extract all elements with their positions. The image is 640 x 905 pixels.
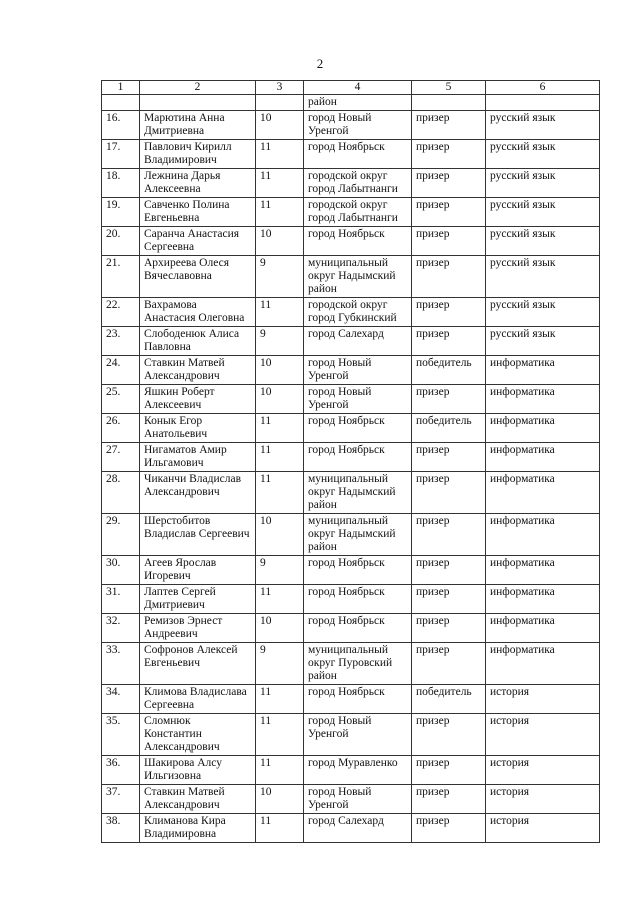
- grade-cell: 10: [256, 614, 304, 643]
- grade-cell: 11: [256, 472, 304, 514]
- grade-cell: 10: [256, 111, 304, 140]
- grade-cell: 10: [256, 514, 304, 556]
- participant-name-cell: Ставкин Матвей Александрович: [140, 356, 256, 385]
- subject-cell: русский язык: [486, 111, 600, 140]
- table-row: [102, 472, 600, 514]
- column-header: 2: [140, 81, 256, 95]
- grade-cell: 11: [256, 814, 304, 843]
- row-number-cell: 23.: [102, 327, 140, 356]
- subject-cell: информатика: [486, 585, 600, 614]
- municipality-cell: город Новый Уренгой: [304, 385, 412, 414]
- grade-cell: 11: [256, 585, 304, 614]
- subject-cell: информатика: [486, 614, 600, 643]
- subject-cell: русский язык: [486, 298, 600, 327]
- table-row: [102, 585, 600, 614]
- municipality-cell: город Новый Уренгой: [304, 356, 412, 385]
- grade-cell: 11: [256, 756, 304, 785]
- subject-cell: история: [486, 714, 600, 756]
- subject-cell: русский язык: [486, 169, 600, 198]
- grade-cell: 11: [256, 685, 304, 714]
- subject-cell: информатика: [486, 443, 600, 472]
- municipality-cell: район: [304, 95, 412, 111]
- participant-name-cell: Климанова Кира Владимировна: [140, 814, 256, 843]
- table-row: [102, 414, 600, 443]
- result-status-cell: призер: [412, 472, 486, 514]
- participant-name-cell: Павлович Кирилл Владимирович: [140, 140, 256, 169]
- subject-cell: информатика: [486, 385, 600, 414]
- table-row: [102, 356, 600, 385]
- table-row: [102, 140, 600, 169]
- table-row: [102, 756, 600, 785]
- participant-name-cell: Софронов Алексей Евгеньевич: [140, 643, 256, 685]
- row-number-cell: 33.: [102, 643, 140, 685]
- row-number-cell: 27.: [102, 443, 140, 472]
- row-number-cell: 36.: [102, 756, 140, 785]
- municipality-cell: город Ноябрьск: [304, 414, 412, 443]
- table-row: [102, 643, 600, 685]
- table-row: [102, 198, 600, 227]
- table-row: [102, 385, 600, 414]
- result-status-cell: победитель: [412, 414, 486, 443]
- participant-name-cell: Лежнина Дарья Алексеевна: [140, 169, 256, 198]
- grade-cell: 9: [256, 643, 304, 685]
- row-number-cell: [102, 95, 140, 111]
- page-number: 2: [316, 56, 324, 71]
- participant-name-cell: Чиканчи Владислав Александрович: [140, 472, 256, 514]
- row-number-cell: 16.: [102, 111, 140, 140]
- participant-name-cell: Саранча Анастасия Сергеевна: [140, 227, 256, 256]
- table-row: [102, 327, 600, 356]
- result-status-cell: призер: [412, 385, 486, 414]
- result-status-cell: [412, 95, 486, 111]
- table-row: [102, 785, 600, 814]
- result-status-cell: победитель: [412, 356, 486, 385]
- row-number-cell: 31.: [102, 585, 140, 614]
- row-number-cell: 28.: [102, 472, 140, 514]
- grade-cell: 9: [256, 256, 304, 298]
- municipality-cell: город Ноябрьск: [304, 585, 412, 614]
- participant-name-cell: Яшкин Роберт Алексеевич: [140, 385, 256, 414]
- subject-cell: [486, 95, 600, 111]
- municipality-cell: город Салехард: [304, 327, 412, 356]
- table-row: [102, 256, 600, 298]
- row-number-cell: 30.: [102, 556, 140, 585]
- table-row: [102, 514, 600, 556]
- row-number-cell: 35.: [102, 714, 140, 756]
- row-number-cell: 17.: [102, 140, 140, 169]
- result-status-cell: призер: [412, 227, 486, 256]
- subject-cell: информатика: [486, 472, 600, 514]
- column-header: 3: [256, 81, 304, 95]
- subject-cell: русский язык: [486, 227, 600, 256]
- grade-cell: 10: [256, 227, 304, 256]
- subject-cell: история: [486, 785, 600, 814]
- municipality-cell: муниципальный округ Пуровский район: [304, 643, 412, 685]
- subject-cell: русский язык: [486, 198, 600, 227]
- municipality-cell: город Салехард: [304, 814, 412, 843]
- subject-cell: русский язык: [486, 256, 600, 298]
- municipality-cell: город Ноябрьск: [304, 227, 412, 256]
- participant-name-cell: Нигаматов Амир Ильгамович: [140, 443, 256, 472]
- grade-cell: [256, 95, 304, 111]
- result-status-cell: призер: [412, 643, 486, 685]
- grade-cell: 10: [256, 385, 304, 414]
- result-status-cell: призер: [412, 556, 486, 585]
- result-status-cell: призер: [412, 256, 486, 298]
- participant-name-cell: Агеев Ярослав Игоревич: [140, 556, 256, 585]
- row-number-cell: 20.: [102, 227, 140, 256]
- subject-cell: русский язык: [486, 140, 600, 169]
- row-number-cell: 24.: [102, 356, 140, 385]
- table-row: [102, 714, 600, 756]
- municipality-cell: город Новый Уренгой: [304, 714, 412, 756]
- table-row: [102, 111, 600, 140]
- row-number-cell: 32.: [102, 614, 140, 643]
- row-number-cell: 21.: [102, 256, 140, 298]
- participant-name-cell: [140, 95, 256, 111]
- row-number-cell: 26.: [102, 414, 140, 443]
- table-body: [102, 95, 600, 843]
- municipality-cell: муниципальный округ Надымский район: [304, 256, 412, 298]
- subject-cell: информатика: [486, 414, 600, 443]
- participant-name-cell: Ставкин Матвей Александрович: [140, 785, 256, 814]
- table-header-row: [102, 81, 600, 95]
- municipality-cell: город Ноябрьск: [304, 140, 412, 169]
- participants-table: [101, 80, 600, 843]
- result-status-cell: победитель: [412, 685, 486, 714]
- result-status-cell: призер: [412, 514, 486, 556]
- participant-name-cell: Сломнюк Константин Александрович: [140, 714, 256, 756]
- grade-cell: 11: [256, 414, 304, 443]
- row-number-cell: 34.: [102, 685, 140, 714]
- subject-cell: информатика: [486, 514, 600, 556]
- municipality-cell: городской округ город Лабытнанги: [304, 198, 412, 227]
- grade-cell: 11: [256, 140, 304, 169]
- municipality-cell: город Ноябрьск: [304, 614, 412, 643]
- participant-name-cell: Шакирова Алсу Ильгизовна: [140, 756, 256, 785]
- municipality-cell: муниципальный округ Надымский район: [304, 514, 412, 556]
- table-row: [102, 556, 600, 585]
- participant-name-cell: Вахрамова Анастасия Олеговна: [140, 298, 256, 327]
- table-row: [102, 685, 600, 714]
- row-number-cell: 29.: [102, 514, 140, 556]
- municipality-cell: город Муравленко: [304, 756, 412, 785]
- subject-cell: информатика: [486, 356, 600, 385]
- grade-cell: 11: [256, 169, 304, 198]
- municipality-cell: городской округ город Лабытнанги: [304, 169, 412, 198]
- column-header: 1: [102, 81, 140, 95]
- participant-name-cell: Климова Владислава Сергеевна: [140, 685, 256, 714]
- table-row: [102, 814, 600, 843]
- participant-name-cell: Архиреева Олеся Вячеславовна: [140, 256, 256, 298]
- result-status-cell: призер: [412, 298, 486, 327]
- municipality-cell: город Ноябрьск: [304, 685, 412, 714]
- grade-cell: 11: [256, 198, 304, 227]
- grade-cell: 11: [256, 714, 304, 756]
- result-status-cell: призер: [412, 140, 486, 169]
- participant-name-cell: Слободенюк Алиса Павловна: [140, 327, 256, 356]
- municipality-cell: город Новый Уренгой: [304, 111, 412, 140]
- result-status-cell: призер: [412, 111, 486, 140]
- table-row: [102, 443, 600, 472]
- subject-cell: информатика: [486, 556, 600, 585]
- subject-cell: история: [486, 685, 600, 714]
- table-row: [102, 227, 600, 256]
- table-row: [102, 169, 600, 198]
- grade-cell: 9: [256, 327, 304, 356]
- participant-name-cell: Ремизов Эрнест Андреевич: [140, 614, 256, 643]
- result-status-cell: призер: [412, 714, 486, 756]
- column-header: 6: [486, 81, 600, 95]
- row-number-cell: 37.: [102, 785, 140, 814]
- column-header: 4: [304, 81, 412, 95]
- subject-cell: русский язык: [486, 327, 600, 356]
- result-status-cell: призер: [412, 614, 486, 643]
- subject-cell: история: [486, 756, 600, 785]
- participant-name-cell: Марютина Анна Дмитриевна: [140, 111, 256, 140]
- table-row: [102, 95, 600, 111]
- row-number-cell: 18.: [102, 169, 140, 198]
- row-number-cell: 19.: [102, 198, 140, 227]
- grade-cell: 10: [256, 356, 304, 385]
- result-status-cell: призер: [412, 585, 486, 614]
- participant-name-cell: Шерстобитов Владислав Сергеевич: [140, 514, 256, 556]
- table-row: [102, 614, 600, 643]
- municipality-cell: город Ноябрьск: [304, 443, 412, 472]
- row-number-cell: 38.: [102, 814, 140, 843]
- result-status-cell: призер: [412, 327, 486, 356]
- grade-cell: 11: [256, 298, 304, 327]
- grade-cell: 10: [256, 785, 304, 814]
- subject-cell: история: [486, 814, 600, 843]
- result-status-cell: призер: [412, 785, 486, 814]
- participant-name-cell: Лаптев Сергей Дмитриевич: [140, 585, 256, 614]
- grade-cell: 9: [256, 556, 304, 585]
- row-number-cell: 25.: [102, 385, 140, 414]
- municipality-cell: муниципальный округ Надымский район: [304, 472, 412, 514]
- result-status-cell: призер: [412, 814, 486, 843]
- result-status-cell: призер: [412, 443, 486, 472]
- municipality-cell: город Новый Уренгой: [304, 785, 412, 814]
- row-number-cell: 22.: [102, 298, 140, 327]
- participant-name-cell: Савченко Полина Евгеньевна: [140, 198, 256, 227]
- table-row: [102, 298, 600, 327]
- result-status-cell: призер: [412, 198, 486, 227]
- municipality-cell: городской округ город Губкинский: [304, 298, 412, 327]
- municipality-cell: город Ноябрьск: [304, 556, 412, 585]
- result-status-cell: призер: [412, 756, 486, 785]
- subject-cell: информатика: [486, 643, 600, 685]
- column-header: 5: [412, 81, 486, 95]
- grade-cell: 11: [256, 443, 304, 472]
- result-status-cell: призер: [412, 169, 486, 198]
- participant-name-cell: Конык Егор Анатольевич: [140, 414, 256, 443]
